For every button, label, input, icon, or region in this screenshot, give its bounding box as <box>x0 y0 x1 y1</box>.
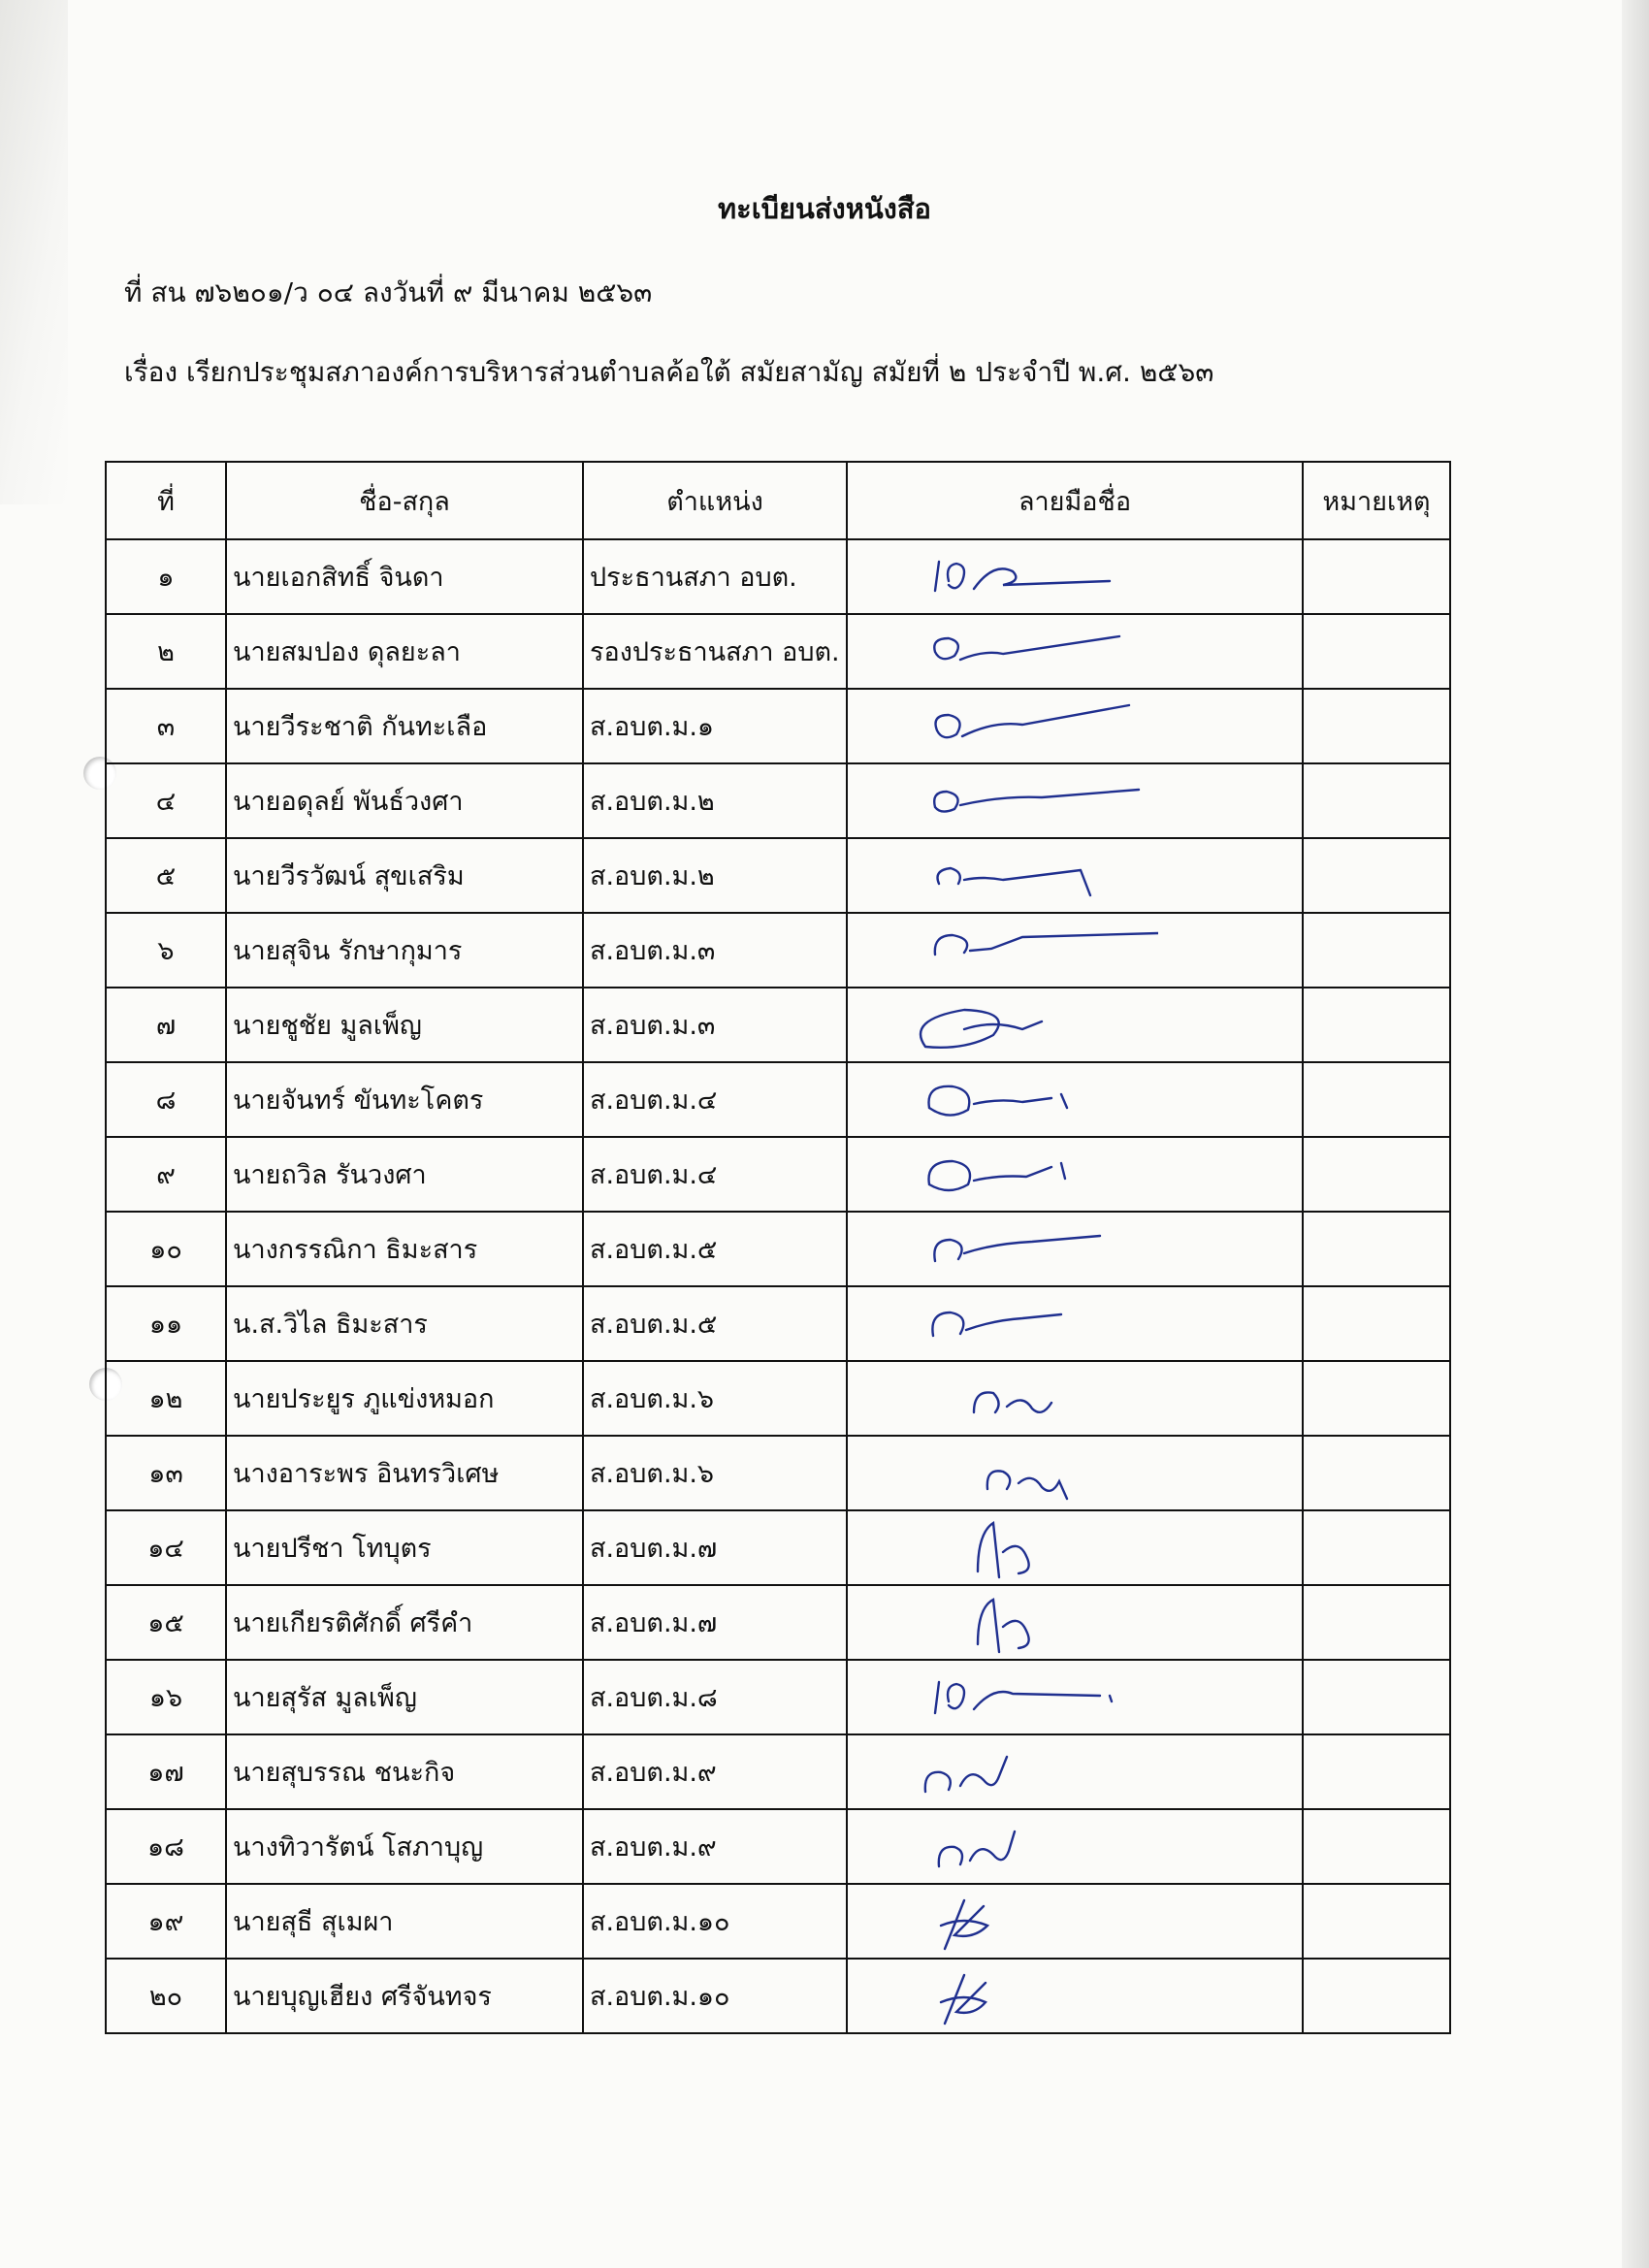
signature-cell <box>847 763 1303 838</box>
member-name: นางกรรณิกา ธิมะสาร <box>226 1212 583 1286</box>
remark-cell <box>1303 1959 1450 2033</box>
table-row <box>106 1884 1450 1959</box>
table-row <box>106 1137 1450 1212</box>
table-row <box>106 1734 1450 1809</box>
handwritten-signature <box>906 1961 1158 2031</box>
handwritten-signature <box>906 1663 1158 1733</box>
member-name: นายสุบรรณ ชนะกิจ <box>226 1734 583 1809</box>
row-number: ๑๒ <box>106 1361 226 1436</box>
handwritten-signature <box>906 1887 1158 1957</box>
signature-stroke <box>932 1312 1061 1336</box>
handwritten-signature <box>906 617 1158 687</box>
signature-stroke <box>938 868 1091 895</box>
member-position: ส.อบต.ม.๘ <box>583 1660 847 1734</box>
signature-stroke <box>935 562 1110 591</box>
member-name: นายเอกสิทธิ์ จินดา <box>226 539 583 614</box>
row-number: ๑๔ <box>106 1510 226 1585</box>
document-subject: เรื่อง เรียกประชุมสภาองค์การบริหารส่วนตำบลค้อใต้ สมัยสามัญ สมัยที่ ๒ ประจำปี พ.ศ. ๒๕๖๓ <box>124 356 1214 388</box>
signature-cell <box>847 689 1303 763</box>
row-number: ๑๑ <box>106 1286 226 1361</box>
remark-cell <box>1303 1510 1450 1585</box>
member-name: นายอดุลย์ พันธ์วงศา <box>226 763 583 838</box>
member-name: นายจันทร์ ขันทะโคตร <box>226 1062 583 1137</box>
member-name: นายสุธี สุเมผา <box>226 1884 583 1959</box>
handwritten-signature <box>906 1812 1158 1882</box>
member-position: ส.อบต.ม.๓ <box>583 988 847 1062</box>
member-position: ส.อบต.ม.๖ <box>583 1361 847 1436</box>
signature-cell <box>847 1809 1303 1884</box>
table-row <box>106 689 1450 763</box>
remark-cell <box>1303 913 1450 988</box>
row-number: ๗ <box>106 988 226 1062</box>
signature-cell <box>847 1734 1303 1809</box>
member-name: นายวีระชาติ กันทะเลือ <box>226 689 583 763</box>
remark-cell <box>1303 763 1450 838</box>
handwritten-signature <box>906 1289 1158 1359</box>
remark-cell <box>1303 539 1450 614</box>
handwritten-signature <box>906 1364 1158 1434</box>
member-position: ส.อบต.ม.๗ <box>583 1585 847 1660</box>
member-name: นายชูชัย มูลเพ็ญ <box>226 988 583 1062</box>
row-number: ๓ <box>106 689 226 763</box>
member-position: รองประธานสภา อบต. <box>583 614 847 689</box>
signature-cell <box>847 1361 1303 1436</box>
header-remark: หมายเหตุ <box>1303 462 1450 539</box>
handwritten-signature <box>906 542 1158 612</box>
signature-stroke <box>987 1471 1067 1499</box>
signature-cell <box>847 1585 1303 1660</box>
row-number: ๖ <box>106 913 226 988</box>
signature-stroke <box>936 705 1130 737</box>
member-name: นางอาระพร อินทรวิเศษ <box>226 1436 583 1510</box>
signature-stroke <box>935 933 1158 955</box>
remark-cell <box>1303 1286 1450 1361</box>
remark-cell <box>1303 1361 1450 1436</box>
remark-cell <box>1303 1062 1450 1137</box>
signature-cell <box>847 1212 1303 1286</box>
member-position: ส.อบต.ม.๗ <box>583 1510 847 1585</box>
table-row <box>106 539 1450 614</box>
signature-stroke <box>934 1236 1100 1261</box>
document-reference: ที่ สน ๗๖๒๐๑/ว ๐๔ ลงวันที่ ๙ มีนาคม ๒๕๖๓ <box>124 276 653 308</box>
page-edge-shadow <box>1622 0 1649 2268</box>
remark-cell <box>1303 1660 1450 1734</box>
member-position: ส.อบต.ม.๔ <box>583 1062 847 1137</box>
handwritten-signature <box>906 841 1158 911</box>
remark-cell <box>1303 1884 1450 1959</box>
member-name: นายสมปอง ดุลยะลา <box>226 614 583 689</box>
signature-stroke <box>925 1757 1007 1792</box>
row-number: ๑๐ <box>106 1212 226 1286</box>
row-number: ๑๗ <box>106 1734 226 1809</box>
signature-cell <box>847 539 1303 614</box>
handwritten-signature <box>906 692 1158 761</box>
table-row <box>106 1660 1450 1734</box>
member-name: นายสุจิน รักษากุมาร <box>226 913 583 988</box>
member-position: ส.อบต.ม.๓ <box>583 913 847 988</box>
handwritten-signature <box>906 1513 1158 1583</box>
remark-cell <box>1303 1212 1450 1286</box>
signature-cell <box>847 1959 1303 2033</box>
row-number: ๑๖ <box>106 1660 226 1734</box>
signature-stroke <box>978 1523 1029 1577</box>
member-position: ประธานสภา อบต. <box>583 539 847 614</box>
table-row <box>106 1212 1450 1286</box>
member-name: นายประยูร ภูแข่งหมอก <box>226 1361 583 1436</box>
table-row <box>106 1510 1450 1585</box>
signature-stroke <box>921 1010 1042 1048</box>
row-number: ๒ <box>106 614 226 689</box>
signature-stroke <box>929 1086 1068 1116</box>
table-body <box>106 539 1450 2033</box>
table-header-row <box>106 462 1450 539</box>
row-number: ๑๓ <box>106 1436 226 1510</box>
remark-cell <box>1303 1137 1450 1212</box>
signature-cell <box>847 1660 1303 1734</box>
header-position: ตำแหน่ง <box>583 462 847 539</box>
member-position: ส.อบต.ม.๕ <box>583 1212 847 1286</box>
table-row <box>106 614 1450 689</box>
remark-cell <box>1303 1436 1450 1510</box>
table-row <box>106 1436 1450 1510</box>
signature-stroke <box>929 1161 1066 1190</box>
table-row <box>106 1062 1450 1137</box>
signature-stroke <box>978 1600 1029 1652</box>
row-number: ๒๐ <box>106 1959 226 2033</box>
member-position: ส.อบต.ม.๒ <box>583 838 847 913</box>
row-number: ๑ <box>106 539 226 614</box>
signature-cell <box>847 1436 1303 1510</box>
handwritten-signature <box>906 1065 1158 1135</box>
remark-cell <box>1303 689 1450 763</box>
row-number: ๔ <box>106 763 226 838</box>
header-no: ที่ <box>106 462 226 539</box>
handwritten-signature <box>906 766 1158 836</box>
member-name: นายถวิล รันวงศา <box>226 1137 583 1212</box>
signature-stroke <box>939 1831 1015 1866</box>
table-row <box>106 1361 1450 1436</box>
signature-stroke <box>934 790 1139 812</box>
member-position: ส.อบต.ม.๙ <box>583 1734 847 1809</box>
signature-cell <box>847 1884 1303 1959</box>
table-row <box>106 1286 1450 1361</box>
remark-cell <box>1303 838 1450 913</box>
member-name: นายเกียรติศักดิ์ ศรีคำ <box>226 1585 583 1660</box>
remark-cell <box>1303 614 1450 689</box>
member-position: ส.อบต.ม.๑ <box>583 689 847 763</box>
signature-stroke <box>941 1975 986 2024</box>
member-name: น.ส.วิไล ธิมะสาร <box>226 1286 583 1361</box>
remark-cell <box>1303 1809 1450 1884</box>
handwritten-signature <box>906 916 1158 986</box>
table-row <box>106 763 1450 838</box>
member-position: ส.อบต.ม.๕ <box>583 1286 847 1361</box>
handwritten-signature <box>906 1439 1158 1508</box>
row-number: ๑๙ <box>106 1884 226 1959</box>
row-number: ๘ <box>106 1062 226 1137</box>
member-name: นางทิวารัตน์ โสภาบุญ <box>226 1809 583 1884</box>
signature-cell <box>847 1137 1303 1212</box>
signature-stroke <box>941 1900 987 1949</box>
signature-cell <box>847 913 1303 988</box>
signature-cell <box>847 838 1303 913</box>
document-title: ทะเบียนส่งหนังสือ <box>718 192 931 225</box>
signature-cell <box>847 614 1303 689</box>
signature-cell <box>847 1286 1303 1361</box>
member-position: ส.อบต.ม.๑๐ <box>583 1884 847 1959</box>
table-row <box>106 838 1450 913</box>
remark-cell <box>1303 988 1450 1062</box>
table-row <box>106 1809 1450 1884</box>
member-name: นายปรีชา โทบุตร <box>226 1510 583 1585</box>
table-row <box>106 913 1450 988</box>
handwritten-signature <box>906 1588 1158 1658</box>
remark-cell <box>1303 1734 1450 1809</box>
handwritten-signature <box>906 1737 1158 1807</box>
row-number: ๑๕ <box>106 1585 226 1660</box>
member-name: นายสุรัส มูลเพ็ญ <box>226 1660 583 1734</box>
member-position: ส.อบต.ม.๑๐ <box>583 1959 847 2033</box>
row-number: ๑๘ <box>106 1809 226 1884</box>
folded-corner <box>0 0 68 504</box>
table-row <box>106 1959 1450 2033</box>
table-row <box>106 988 1450 1062</box>
handwritten-signature <box>906 1140 1158 1210</box>
signature-cell <box>847 1062 1303 1137</box>
signature-stroke <box>934 636 1119 660</box>
row-number: ๙ <box>106 1137 226 1212</box>
row-number: ๕ <box>106 838 226 913</box>
member-name: นายบุญเฮียง ศรีจันทจร <box>226 1959 583 2033</box>
signature-stroke <box>935 1682 1112 1713</box>
handwritten-signature <box>906 1215 1158 1284</box>
member-position: ส.อบต.ม.๙ <box>583 1809 847 1884</box>
member-position: ส.อบต.ม.๖ <box>583 1436 847 1510</box>
remark-cell <box>1303 1585 1450 1660</box>
member-position: ส.อบต.ม.๔ <box>583 1137 847 1212</box>
member-position: ส.อบต.ม.๒ <box>583 763 847 838</box>
handwritten-signature <box>906 990 1158 1060</box>
header-name: ชื่อ-สกุล <box>226 462 583 539</box>
table-row <box>106 1585 1450 1660</box>
signature-stroke <box>974 1392 1051 1412</box>
header-signature: ลายมือชื่อ <box>847 462 1303 539</box>
register-table <box>105 461 1451 2034</box>
member-name: นายวีรวัฒน์ สุขเสริม <box>226 838 583 913</box>
signature-cell <box>847 988 1303 1062</box>
signature-cell <box>847 1510 1303 1585</box>
